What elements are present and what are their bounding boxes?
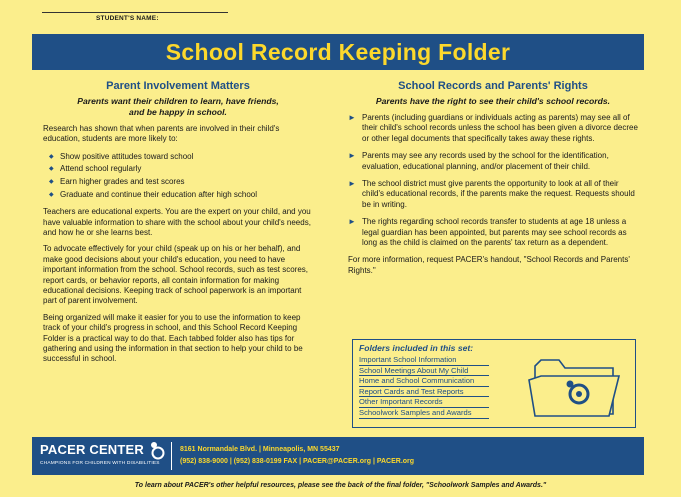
parent-involvement-section bbox=[43, 80, 313, 371]
list-item-text: Attend school regularly bbox=[60, 164, 142, 174]
list-item-text: Show positive attitudes toward school bbox=[60, 151, 194, 161]
benefits-list bbox=[49, 151, 313, 201]
teachers-paragraph: Teachers are educational experts. You are the expert on your child, and you have valuable information to share with the school about your child's needs, and how he or she learns best. bbox=[43, 207, 311, 237]
folder-icon bbox=[521, 350, 625, 422]
intro-paragraph: Research has shown that when parents are involved in their child's education, students are more likely to: bbox=[43, 124, 280, 144]
diamond-bullet-icon: ◆ bbox=[49, 166, 54, 173]
arrow-bullet-icon: ► bbox=[348, 113, 356, 122]
folder-item: Schoolwork Samples and Awards bbox=[359, 408, 489, 419]
folders-box bbox=[352, 339, 636, 428]
folder-item: Home and School Communication bbox=[359, 376, 489, 387]
folder-item: Other Important Records bbox=[359, 397, 489, 408]
folder-item: School Meetings About My Child bbox=[359, 366, 489, 377]
list-item bbox=[348, 113, 638, 144]
school-records-subtitle: Parents have the right to see their child's school records. bbox=[375, 96, 611, 106]
folders-title: Folders included in this set: bbox=[359, 343, 474, 353]
school-records-heading: School Records and Parents' Rights bbox=[398, 80, 588, 92]
organized-paragraph: Being organized will make it easier for you to use the information to keep track of your child's progress in school, and this School Record Keeping Folder is a practical way to do that. Each tabbed folder also has tips for gathering and using the information in that section to help your child to be successful in school. bbox=[43, 312, 303, 364]
list-item bbox=[348, 151, 638, 172]
rights-list bbox=[348, 113, 638, 248]
list-item bbox=[348, 217, 638, 248]
list-item bbox=[49, 163, 313, 176]
list-item-text: Parents may see any records used by the school for the identification, evaluation, educational planning, and/or placement of their child. bbox=[362, 151, 609, 171]
school-records-section bbox=[348, 80, 638, 282]
pacer-logo-text: PACER CENTER bbox=[40, 442, 145, 457]
subtitle-line-2: and be happy in school. bbox=[129, 107, 227, 117]
diamond-bullet-icon: ◆ bbox=[49, 191, 54, 198]
diamond-bullet-icon: ◆ bbox=[49, 179, 54, 185]
list-item-text: Graduate and continue their education after high school bbox=[60, 189, 258, 199]
list-item-text: Parents (including guardians or individuals acting as parents) may see all of their child's school records unless the school has been given a divorce decree or other legal documents that specifically takes away these rights. bbox=[362, 113, 638, 143]
parent-involvement-subtitle bbox=[43, 96, 313, 118]
contact-info bbox=[180, 444, 414, 468]
student-name-line bbox=[42, 12, 228, 13]
pacer-tagline: CHAMPIONS FOR CHILDREN WITH DISABILITIES bbox=[40, 461, 160, 466]
footer-divider bbox=[171, 442, 172, 470]
arrow-bullet-icon: ► bbox=[348, 217, 356, 227]
student-name-label: STUDENT'S NAME: bbox=[96, 15, 159, 22]
list-item bbox=[49, 151, 313, 164]
page-title: School Record Keeping Folder bbox=[32, 34, 644, 70]
folder-item: Report Cards and Test Reports bbox=[359, 387, 489, 398]
list-item bbox=[49, 176, 313, 189]
list-item-text: The rights regarding school records transfer to students at age 18 unless a legal guardian has been appointed, but parents may see school records as long as the child is claimed on the parents' tax return as a dependent. bbox=[362, 217, 627, 248]
bottom-note: To learn about PACER's other helpful resources, please see the back of the final folder, "Schoolwork Samples and Awards." bbox=[134, 482, 547, 489]
address-line: 8161 Normandale Blvd. | Minneapolis, MN 55437 bbox=[180, 446, 340, 453]
folder-item: Important School Information bbox=[359, 355, 489, 366]
footer-bar bbox=[32, 437, 644, 475]
contact-line: (952) 838-9000 | (952) 838-0199 FAX | PACER@PACER.org | PACER.org bbox=[180, 458, 415, 465]
subtitle-line-1: Parents want their children to learn, have friends, bbox=[77, 96, 279, 106]
list-item-text: Earn higher grades and test scores bbox=[60, 177, 185, 186]
list-item-text: The school district must give parents the opportunity to look at all of their child's educational records, if the parents make the request. Requests should be in writing. bbox=[362, 179, 635, 209]
more-info-paragraph: For more information, request PACER's handout, "School Records and Parents' Rights." bbox=[348, 255, 630, 275]
list-item bbox=[49, 189, 313, 202]
advocate-paragraph: To advocate effectively for your child (speak up on his or her behalf), and make good decisions about your child's education, you need to have important information from the school. School records, such as test scores, report cards, or behavior reports, all contain information for making educational decisions. Keeping track of school paperwork is an important part of parent involvement. bbox=[43, 244, 309, 306]
arrow-bullet-icon: ► bbox=[348, 179, 356, 189]
pacer-logo-icon bbox=[149, 441, 165, 461]
list-item bbox=[348, 179, 638, 210]
arrow-bullet-icon: ► bbox=[348, 151, 356, 161]
parent-involvement-heading: Parent Involvement Matters bbox=[106, 80, 250, 92]
diamond-bullet-icon: ◆ bbox=[49, 153, 54, 160]
